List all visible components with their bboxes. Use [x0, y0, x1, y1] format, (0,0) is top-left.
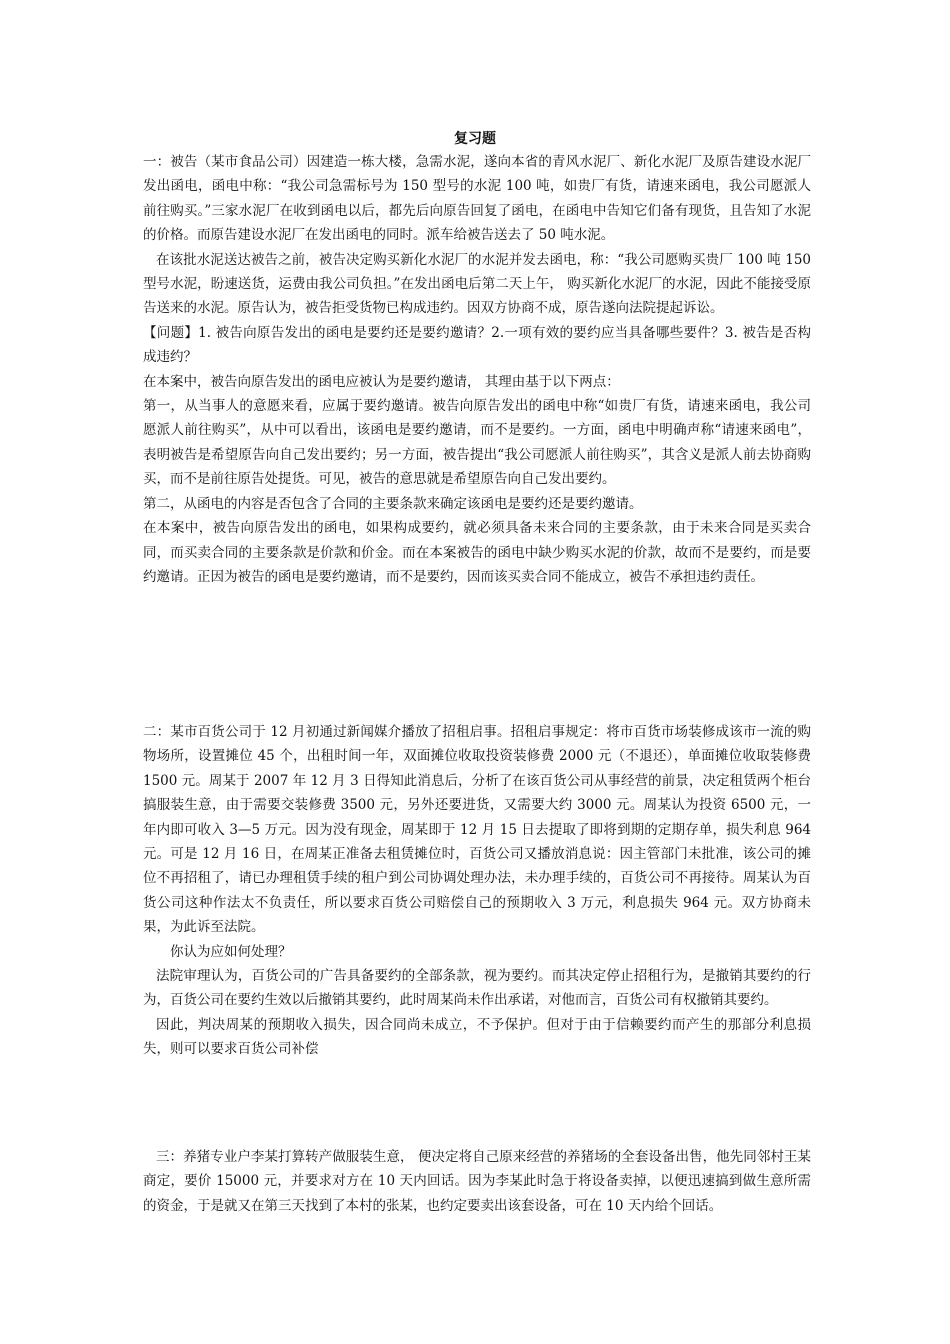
section-2-paragraph: 二：某市百货公司于 12 月初通过新闻媒介播放了招租启事。招租启事规定：将市百货市场装修成该市一流的购物场所，设置摊位 45 个，出租时间一年，双面摊位收取投资装修费 2000 元（不退还），单面摊位收取装修费 1500 元。周某于 2007 年 12 月 3 日得知此消息后，分析了在该百货公司从事经营的前景，决定租赁两个柜台搞服装生意，由于需要交装修费 3500 元，另外还要进货，又需要大约 3000 元。周某认为投资 6500 元，一年内即可收入 3—5 万元。因为没有现金，周某即于 12 月 15 日去提取了即将到期的定期存单，损失利息 964 元。可是 12 月 16 日，在周某正准备去租赁摊位时，百货公司又播放消息说：因主管部门未批准，该公司的摊位不再招租了，请已办理租赁手续的租户到公司协调处理办法，未办理手续的，百货公司不再接待。周某认为百货公司这种作法太不负责任，所以要求百货公司赔偿自己的预期收入 3 万元，利息损失 964 元。双方协商未果，为此诉至法院。 — [143, 724, 811, 936]
section-1 — [143, 150, 811, 589]
section-1-paragraph: 在本案中，被告向原告发出的函电，如果构成要约，就必须具备未来合同的主要条款，由于未来合同是买卖合同，而买卖合同的主要条款是价款和价金。而在本案被告的函电中缺少购买水泥的价款，故而不是要约，而是要约邀请。正因为被告的函电是要约邀请，而不是要约，因而该买卖合同不能成立，被告不承担违约责任。 — [143, 520, 811, 585]
section-2-question: 你认为应如何处理？ — [170, 943, 292, 960]
section-1-paragraph: 在本案中，被告向原告发出的函电应被认为是要约邀请， 其理由基于以下两点： — [143, 373, 620, 390]
section-1-paragraph: 第二，从函电的内容是否包含了合同的主要条款来确定该函电是要约还是要约邀请。 — [143, 495, 643, 512]
section-3-paragraph: 三：养猪专业户李某打算转产做服装生意， 便决定将自己原来经营的养猪场的全套设备出售，他先同邻村王某商定，要价 15000 元，并要求对方在 10 天内回话。因为李某此时急于将设备卖掉，以便迅速搞到做生意所需的资金，于是就又在第三天找到了本村的张某，也约定要卖出该套设备，可在 10 天内给个回话。 — [143, 1149, 811, 1214]
section-2-paragraph: 因此，判决周某的预期收入损失，因合同尚未成立，不予保护。但对于由于信赖要约而产生的那部分利息损失，则可以要求百货公司补偿 — [143, 1016, 811, 1058]
section-1-paragraph: 第一，从当事人的意愿来看，应属于要约邀请。被告向原告发出的函电中称“如贵厂有货，请速来函电，我公司愿派人前往购买”，从中可以看出，该函电是要约邀请，而不是要约。一方面，函电中明确声称“请速来函电”，表明被告是希望原告向自己发出要约；另一方面，被告提出“我公司愿派人前往购买”，其含义是派人前去协商购买，而不是前往原告处提货。可见，被告的意思就是希望原告向自己发出要约。 — [143, 398, 811, 488]
section-1-paragraph: 在该批水泥送达被告之前，被告决定购买新化水泥厂的水泥并发去函电，称：“我公司愿购买贵厂 100 吨 150 型号水泥，盼速送货，运费由我公司负担。”在发出函电后第二天上午， 购买新化水泥厂的水泥，因此不能接受原告送来的水泥。原告认为，被告拒受货物已构成违约。因双方协商不成，原告遂向法院提起诉讼。 — [143, 251, 811, 317]
section-1-question: 【问题】1. 被告向原告发出的函电是要约还是要约邀请？2.一项有效的要约应当具备哪些要件？3. 被告是否构成违约？ — [143, 324, 811, 366]
section-2-paragraph: 法院审理认为，百货公司的广告具备要约的全部条款，视为要约。而其决定停止招租行为，是撤销其要约的行为，百货公司在要约生效以后撤销其要约，此时周某尚未作出承诺，对他而言，百货公司有权撤销其要约。 — [143, 968, 811, 1009]
document-title: 复习题 — [454, 131, 496, 147]
section-3 — [143, 1145, 811, 1218]
section-2 — [143, 720, 811, 1062]
section-1-paragraph: 一：被告（某市食品公司）因建造一栋大楼，急需水泥，遂向本省的青风水泥厂、新化水泥厂及原告建设水泥厂发出函电，函电中称：“我公司急需标号为 150 型号的水泥 100 吨，如贵厂有货，请速来函电，我公司愿派人前往购买。”三家水泥厂在收到函电以后，都先后向原告回复了函电，在函电中告知它们备有现货，且告知了水泥的价格。而原告建设水泥厂在发出函电的同时。派车给被告送去了 50 吨水泥。 — [143, 154, 811, 244]
